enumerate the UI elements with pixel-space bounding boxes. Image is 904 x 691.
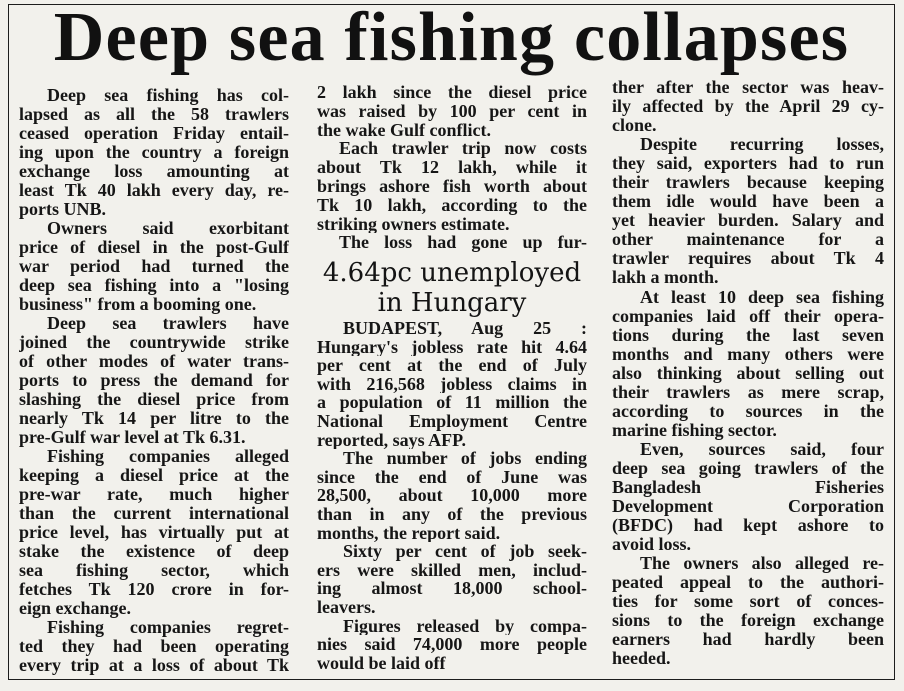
text-line: them idle would have been a	[612, 192, 884, 212]
sidebar-headline-line: 4.64pc unemployed	[322, 258, 582, 288]
text-line: avoid loss.	[612, 535, 692, 555]
text-line: 28,500, about 10,000 more	[317, 486, 587, 505]
text-line: months, the report said.	[317, 523, 501, 543]
text-line: Even, sources said, four	[640, 439, 884, 459]
text-line: brings ashore fish worth about	[317, 176, 587, 196]
text-line: (BFDC) had kept ashore to	[612, 516, 884, 536]
paragraph	[317, 617, 587, 673]
text-line: ers were skilled men, includ-	[317, 560, 587, 580]
text-line: The loss had gone up fur-	[339, 233, 587, 253]
text-line: companies laid off their opera-	[612, 306, 884, 326]
paragraph	[317, 319, 587, 449]
text-line: ther after the sector was heav-	[612, 78, 884, 97]
text-line: ily affected by the April 29 cy-	[612, 97, 884, 117]
text-line: nearly Tk 14 per litre to the	[19, 409, 289, 428]
paragraph	[612, 554, 884, 668]
text-line: Each trawler trip now costs	[339, 139, 587, 159]
text-line: eign exchange.	[19, 599, 131, 618]
paragraph	[612, 135, 884, 287]
text-line: would be laid off	[317, 653, 446, 673]
text-line: At least 10 deep sea fishing	[640, 287, 884, 307]
text-line: trawler requires about Tk 4	[612, 249, 884, 269]
text-line: yet heavier burden. Salary and	[612, 211, 884, 231]
text-line: than in any of the previous	[317, 504, 587, 524]
text-line: Fishing companies regret-	[47, 618, 289, 637]
text-line: than the current international	[19, 504, 289, 523]
text-line: The owners also alleged re-	[640, 554, 884, 574]
paragraph	[317, 449, 587, 542]
sidebar-headline-line: in Hungary	[377, 288, 527, 318]
text-line: fetches Tk 120 crore in for-	[19, 580, 289, 599]
text-line: ties for some sort of conces-	[612, 592, 884, 612]
text-line: months and many others were	[612, 344, 884, 364]
text-line: their trawlers because keeping	[612, 173, 884, 193]
paragraph	[19, 618, 289, 675]
text-line: stake the existence of deep	[19, 542, 289, 561]
text-line: ports UNB.	[19, 200, 107, 219]
text-line: ceased operation Friday entail-	[19, 124, 289, 143]
text-line: The number of jobs ending	[343, 449, 587, 468]
text-line: deep sea fishing into a "losing	[19, 276, 289, 295]
text-line: their trawlers as mere scrap,	[612, 382, 884, 402]
text-line: tions during the last seven	[612, 325, 884, 345]
text-line: price level, has virtually put at	[19, 523, 289, 542]
text-line: according to sources in the	[612, 401, 884, 421]
paragraph	[317, 233, 587, 252]
text-line: peated appeal to the authori-	[612, 573, 884, 593]
paragraph	[19, 219, 289, 314]
text-line: a population of 11 million the	[317, 393, 587, 412]
text-line: heeded.	[612, 649, 671, 669]
text-line: Owners said exorbitant	[47, 219, 289, 238]
text-line: ing upon the country a foreign	[19, 143, 289, 162]
text-line: slashing the diesel price from	[19, 390, 289, 409]
text-line: ports to press the demand for	[19, 371, 289, 390]
text-line: of other modes of water trans-	[19, 352, 289, 371]
text-line: ted they had been operating	[19, 637, 289, 656]
paragraph	[612, 288, 884, 440]
text-line: striking owners estimate.	[317, 214, 510, 234]
text-line: sions to the foreign exchange	[612, 611, 884, 631]
paragraph	[19, 314, 289, 447]
text-line: Development Corporation	[612, 497, 884, 517]
text-line: with 216,568 jobless claims in	[317, 374, 587, 394]
text-line: least Tk 40 lakh every day, re-	[19, 181, 289, 200]
text-line: National Employment Centre	[317, 411, 587, 431]
text-line: pre-war rate, much higher	[19, 485, 289, 504]
text-line: lakh a month.	[612, 268, 719, 288]
paragraph	[612, 78, 884, 135]
paragraph	[317, 83, 587, 139]
text-line: Figures released by compa-	[343, 616, 587, 636]
text-line: marine fishing sector.	[612, 420, 777, 440]
text-line: they said, exporters had to run	[612, 154, 884, 174]
text-line: Tk 10 lakh, according to the	[317, 195, 587, 215]
paragraph	[317, 139, 587, 233]
text-line: Bangladesh Fisheries	[612, 477, 884, 497]
text-line: Deep sea fishing has col-	[47, 86, 289, 105]
sidebar-story	[317, 319, 587, 672]
text-line: keeping a diesel price at the	[19, 466, 289, 485]
text-line: business" from a booming one.	[19, 295, 257, 314]
text-line: Sixty per cent of job seek-	[343, 542, 587, 561]
paragraph	[612, 440, 884, 554]
text-line: war period had turned the	[19, 257, 289, 276]
text-line: ing almost 18,000 school-	[317, 579, 587, 598]
text-line: exchange loss amounting at	[19, 162, 289, 181]
text-line: other maintenance for a	[612, 230, 884, 250]
text-line: Deep sea trawlers have	[47, 314, 289, 333]
dateline: BUDAPEST, Aug 25 :	[343, 319, 587, 338]
text-line: deep sea going trawlers of the	[612, 458, 884, 478]
headline: Deep sea fishing collapses	[53, 0, 850, 76]
text-line: pre-Gulf war level at Tk 6.31.	[19, 428, 246, 447]
paragraph	[317, 542, 587, 616]
text-line: reported, says AFP.	[317, 430, 467, 450]
text-line: every trip at a loss of about Tk	[19, 656, 289, 675]
text-line: leavers.	[317, 597, 376, 617]
text-line: Hungary's jobless rate hit 4.64	[317, 337, 587, 357]
text-line: the wake Gulf conflict.	[317, 120, 491, 140]
text-line: nies said 74,000 more people	[317, 635, 587, 654]
text-line: about Tk 12 lakh, while it	[317, 158, 587, 177]
text-line: since the end of June was	[317, 467, 587, 487]
text-line: 2 lakh since the diesel price	[317, 83, 587, 102]
text-line: lapsed as all the 58 trawlers	[19, 105, 289, 124]
paragraph	[19, 86, 289, 219]
text-line: price of diesel in the post-Gulf	[19, 238, 289, 257]
column-3	[612, 78, 884, 668]
column-1	[19, 86, 289, 675]
text-line: sea fishing sector, which	[19, 561, 289, 580]
text-line: also thinking about selling out	[612, 363, 884, 383]
text-line: joined the countrywide strike	[19, 333, 289, 352]
text-line: clone.	[612, 116, 657, 136]
sidebar-headline	[317, 258, 587, 318]
text-line: was raised by 100 per cent in	[317, 101, 587, 121]
text-line: per cent at the end of July	[317, 356, 587, 375]
text-line: earners had hardly been	[612, 630, 884, 650]
text-line: Fishing companies alleged	[47, 447, 289, 466]
text-line: Despite recurring losses,	[640, 135, 884, 155]
column-2	[317, 83, 587, 252]
paragraph	[19, 447, 289, 618]
